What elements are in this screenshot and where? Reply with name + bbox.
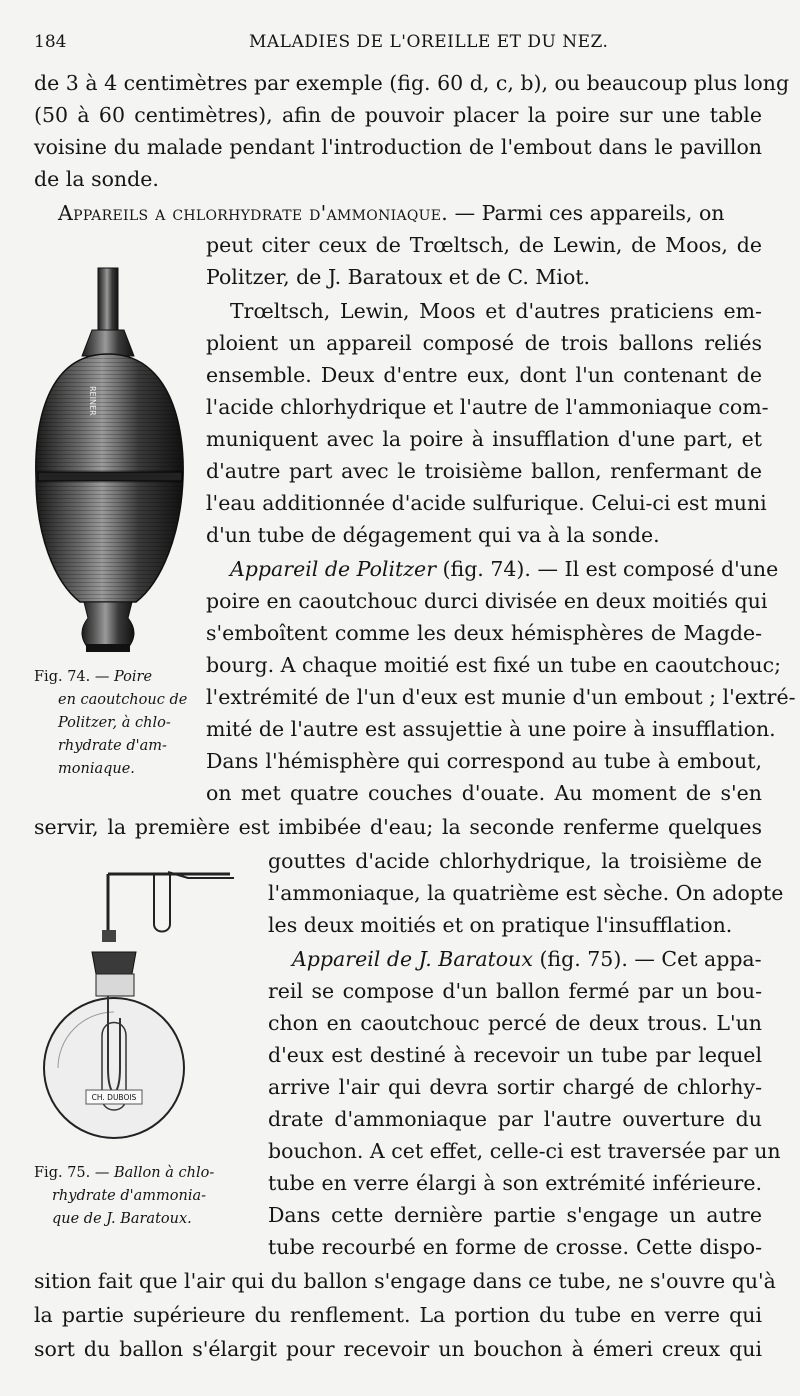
- text-line: on met quatre couches d'ouate. Au moment de s'en: [206, 781, 762, 805]
- fig75-caption-line: — Ballon à chlo-: [90, 1165, 215, 1181]
- running-header: [34, 32, 774, 60]
- fig75-caption: [34, 1162, 264, 1231]
- politzer-title: Appareil de Politzer: [230, 557, 436, 581]
- fig74-maker-mark: REINER: [88, 386, 97, 416]
- text-line: l'ammoniaque, la quatrième est sèche. On adopte: [268, 881, 784, 905]
- running-title: MALADIES DE L'OREILLE ET DU NEZ.: [249, 32, 609, 52]
- text-line: muniquent avec la poire à insufflation d'une part, et: [206, 427, 762, 451]
- text-line: drate d'ammoniaque par l'autre ouverture du: [268, 1107, 762, 1131]
- text-line: Trœltsch, Lewin, Moos et d'autres praticiens em-: [230, 299, 762, 323]
- text-line: de 3 à 4 centimètres par exemple (fig. 60 d, c, b), ou beaucoup plus long: [34, 71, 790, 95]
- text-line: (50 à 60 centimètres), afin de pouvoir placer la poire sur une table: [34, 103, 762, 127]
- text-line: s'emboîtent comme les deux hémisphères de Magde-: [206, 621, 762, 645]
- text-line: gouttes d'acide chlorhydrique, la troisième de: [268, 849, 762, 873]
- text-line: tube en verre élargi à son extrémité inférieure.: [268, 1171, 762, 1195]
- text-line: servir, la première est imbibée d'eau; la seconde renferme quelques: [34, 815, 762, 839]
- text-line: ensemble. Deux d'entre eux, dont l'un contenant de: [206, 363, 762, 387]
- section-heading-rest: — Parmi ces appareils, on: [448, 201, 725, 225]
- text-line: d'eux est destiné à recevoir un tube par lequel: [268, 1043, 762, 1067]
- text-line: les deux moitiés et on pratique l'insufflation.: [268, 913, 733, 937]
- text-line: Dans cette dernière partie s'engage un autre: [268, 1203, 762, 1227]
- text-line: tube recourbé en forme de crosse. Cette dispo-: [268, 1235, 762, 1259]
- politzer-title-line: [230, 554, 779, 584]
- text-line: d'un tube de dégagement qui va à la sonde.: [206, 523, 660, 547]
- text-line: l'eau additionnée d'acide sulfurique. Celui-ci est muni: [206, 491, 767, 515]
- section-heading-line: [58, 198, 762, 228]
- text-line: peut citer ceux de Trœltsch, de Lewin, de Moos, de: [206, 233, 762, 257]
- fig74-caption-line: rhydrate d'am-: [58, 738, 167, 754]
- text-line: chon en caoutchouc percé de deux trous. L'un: [268, 1011, 762, 1035]
- baratoux-title-rest: (fig. 75). — Cet appa-: [532, 947, 762, 971]
- text-line: Dans l'hémisphère qui correspond au tube à embout,: [206, 749, 762, 773]
- page-number: 184: [34, 32, 67, 52]
- fig75-label: Fig. 75.: [34, 1165, 91, 1181]
- baratoux-title: Appareil de J. Baratoux: [292, 947, 533, 971]
- fig75-maker-mark: CH. DUBOIS: [91, 1093, 137, 1102]
- text-line: mité de l'autre est assujettie à une poire à insufflation.: [206, 717, 776, 741]
- text-line: Politzer, de J. Baratoux et de C. Miot.: [206, 265, 591, 289]
- text-line: ploient un appareil composé de trois ballons reliés: [206, 331, 762, 355]
- text-line: reil se compose d'un ballon fermé par un bou-: [268, 979, 762, 1003]
- baratoux-title-line: [292, 944, 762, 974]
- text-line: de la sonde.: [34, 167, 159, 191]
- text-line: arrive l'air qui devra sortir chargé de chlorhy-: [268, 1075, 762, 1099]
- fig75-illustration: [38, 868, 258, 1168]
- fig74-caption-line: Politzer, à chlo-: [58, 715, 171, 731]
- text-line: voisine du malade pendant l'introduction de l'embout dans le pavillon: [34, 135, 762, 159]
- fig74-caption-line: en caoutchouc de: [58, 692, 188, 708]
- fig74-caption-line: moniaque.: [58, 761, 135, 777]
- fig74-caption: [34, 666, 204, 781]
- text-line: bouchon. A cet effet, celle-ci est traversée par un: [268, 1139, 781, 1163]
- text-line: l'acide chlorhydrique et l'autre de l'ammoniaque com-: [206, 395, 769, 419]
- section-heading: Appareils a chlorhydrate d'ammoniaque.: [58, 201, 449, 225]
- politzer-title-rest: (fig. 74). — Il est composé d'une: [436, 557, 779, 581]
- fig75-caption-line: que de J. Baratoux.: [52, 1211, 192, 1227]
- fig74-illustration: [30, 266, 190, 656]
- fig74-caption-line: — Poire: [90, 669, 153, 685]
- text-line: bourg. A chaque moitié est fixé un tube en caoutchouc;: [206, 653, 781, 677]
- text-line: poire en caoutchouc durci divisée en deux moitiés qui: [206, 589, 768, 613]
- text-line: sort du ballon s'élargit pour recevoir un bouchon à émeri creux qui: [34, 1337, 762, 1361]
- fig74-label: Fig. 74.: [34, 669, 91, 685]
- text-line: la partie supérieure du renflement. La portion du tube en verre qui: [34, 1303, 762, 1327]
- text-line: l'extrémité de l'un d'eux est munie d'un embout ; l'extré-: [206, 685, 796, 709]
- text-line: sition fait que l'air qui du ballon s'engage dans ce tube, ne s'ouvre qu'à: [34, 1269, 776, 1293]
- fig75-caption-line: rhydrate d'ammonia-: [52, 1188, 206, 1204]
- text-line: d'autre part avec le troisième ballon, renfermant de: [206, 459, 762, 483]
